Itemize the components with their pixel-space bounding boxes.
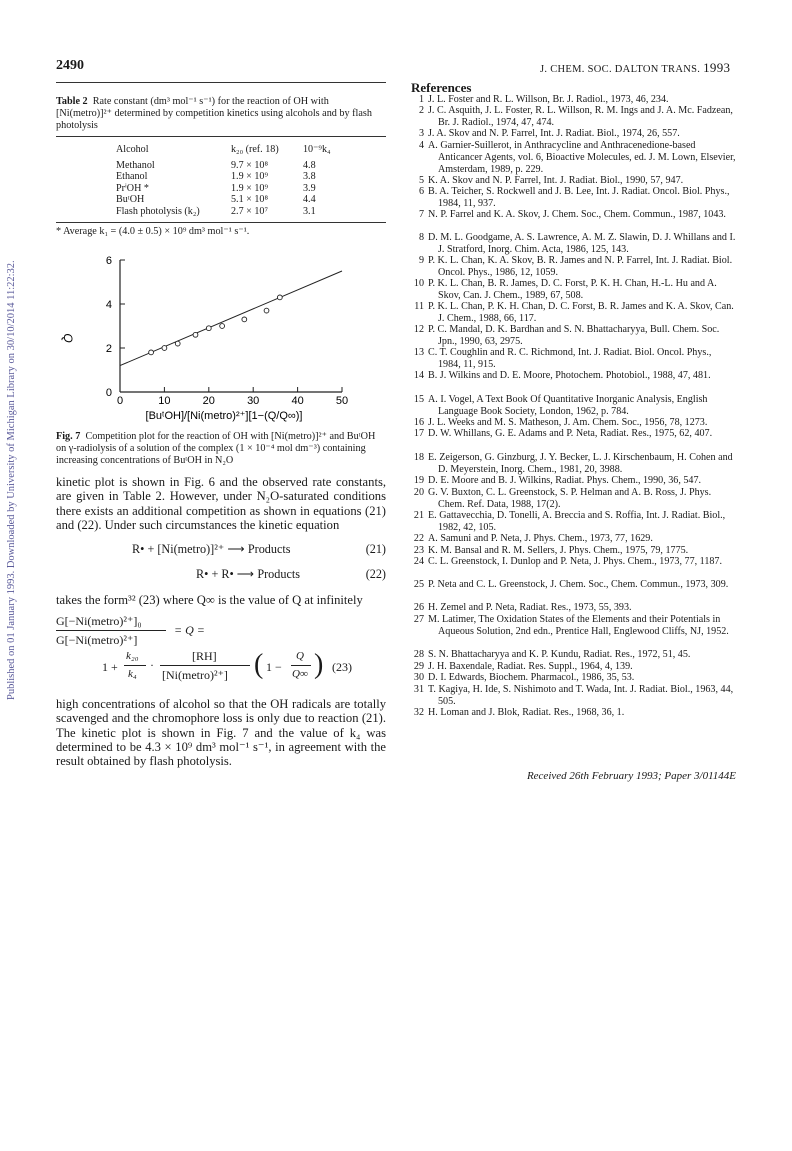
download-watermark [6,180,20,700]
reference-number: 28 [413,649,424,660]
table-cell: 4.8 [303,159,316,171]
reference-number: 30 [413,672,424,683]
table2-rule-top [56,136,386,137]
table2-footnote: * Average k₁ = (4.0 ± 0.5) × 10⁹ dm³ mol⁻¹ s⁻¹. [56,226,250,237]
eq23-ni: [Ni(metro)²⁺] [162,668,228,682]
table-row [116,206,331,218]
body-paragraph-3: high concentrations of alcohol so that the OH radicals are totally scavenged and the chromophore loss is only due to reaction (21). The kinetic plot is shown in Fig. 7 and the value of k₄ was determined to be 4.3 × 10⁹ dm³ mol⁻¹ s⁻¹, in agreement with the result obtained by flash photolysis. [56,697,386,769]
received-note: Received 26th February 1993; Paper 3/01144E [526,770,736,782]
reference-text: M. Latimer, The Oxidation States of the Elements and their Potentials in Aqueous Solution, 2nd edn., Prentice Hall, Englewood Cliffs, NJ, 1952. [428,614,729,637]
table-cell: 1.9 × 10⁹ [231,171,268,182]
journal-name: J. CHEM. SOC. DALTON TRANS. [540,64,701,75]
reference-number: 21 [413,510,424,521]
reference-text: S. N. Bhattacharyya and K. P. Kundu, Radiat. Res., 1972, 51, 45. [428,649,691,660]
reference-number: 31 [413,684,424,695]
reference-text: P. C. Mandal, D. K. Bardhan and S. N. Bhattacharyya, Bull. Chem. Soc. Jpn., 1990, 63, 2975. [428,324,720,347]
reference-number: 7 [418,209,424,220]
reference-number: 11 [414,301,424,312]
table-cell: 9.7 × 10⁸ [231,159,268,171]
reference-text: K. A. Skov and N. P. Farrel, Int. J. Radiat. Biol., 1990, 57, 947. [428,175,684,186]
data-point [264,308,269,313]
y-tick-label: 6 [105,255,112,267]
equation-22-text: R• + R• ⟶ Products [196,567,300,581]
reference-text: P. Neta and C. L. Greenstock, J. Chem. Soc., Chem. Commun., 1973, 309. [428,579,729,590]
reference-text: E. Gattavecchia, D. Tonelli, A. Breccia and S. Roffia, Int. J. Radiat. Biol., 1982, 42, 105. [428,510,726,533]
table-cell: 5.1 × 10⁸ [231,194,268,205]
table-row [116,194,331,206]
eq23-numerator: G[−Ni(metro)²⁺]₀ [56,614,142,628]
fig7-label: Fig. 7 [56,431,81,442]
eq23-qinf: Q∞ [292,668,308,680]
y-axis-label: Q [61,333,75,343]
reference-text: P. K. L. Chan, B. R. James, D. C. Forst, P. K. H. Chan, H.-L. Hu and A. Skov, Can. J. Chem., 1989, 67, 508. [428,278,717,301]
data-point [242,317,247,322]
reference-number: 22 [413,533,424,544]
eq23-equals-q: = Q = [174,623,205,637]
reference-number: 6 [418,186,424,197]
reference-number: 13 [413,347,424,358]
reference-number: 17 [413,428,424,439]
eq23-frac-bar-q [291,665,311,666]
table-header-cell: Alcohol [116,144,149,155]
table-header-cell: 10⁻⁹k₄ [303,144,331,155]
reference-text: D. W. Whillans, G. E. Adams and P. Neta, Radiat. Res., 1975, 62, 407. [428,428,713,439]
reference-text: J. A. Skov and N. P. Farrel, Int. J. Radiat. Biol., 1974, 26, 557. [428,128,680,139]
body-paragraph-1: kinetic plot is shown in Fig. 6 and the observed rate constants, are given in Table 2. However, under N₂O-saturated conditions there exists an additional competition as shown in equations (21) and (22). Under such circumstances the kinetic equation [56,475,386,532]
reference-text: A. Garnier-Suillerot, in Anthracycline and Anthracenedione-based Anticancer Agents, vol. 6, Bioactive Molecules, ed. J. M. Lown, Elsevier, Amsterdam, 1989, p. 229. [428,140,736,175]
download-watermark-text: Published on 01 January 1993. Downloaded by University of Michigan Library on 30/10/2014 11:22:32. [6,260,17,700]
table-cell: Methanol [116,159,155,171]
eq23-frac-bar-k [124,665,146,666]
table-cell: BuᵗOH [116,194,145,205]
data-point [162,346,167,351]
reference-number: 29 [413,661,424,672]
reference-text: C. T. Coughlin and R. C. Richmond, Int. J. Radiat. Biol. Oncol. Phys., 1984, 11, 915. [428,347,712,370]
table2-caption-text: Rate constant (dm³ mol⁻¹ s⁻¹) for the reaction of OH with [Ni(metro)]²⁺ determined by competition kinetics using alcohols and by flash photolysis [56,96,372,132]
eq23-right-paren: ) [314,649,324,680]
reference-text: P. K. L. Chan, P. K. H. Chan, D. C. Forst, B. R. James and K. A. Skov, Can. J. Chem., 1988, 66, 117. [428,301,734,324]
table-row [116,171,331,183]
reference-text: K. M. Bansal and R. M. Sellers, J. Phys. Chem., 1975, 79, 1775. [428,545,689,556]
table-cell: 2.7 × 10⁷ [231,205,268,217]
journal-year: 1993 [703,60,731,75]
reference-number: 23 [413,545,424,556]
table-cell: 4.4 [303,194,316,205]
table-cell: PrⁱOH * [116,182,149,194]
x-tick-label: 10 [158,395,171,407]
reference-number: 27 [413,614,424,625]
reference-number: 9 [418,255,424,266]
eq23-frac-bar-rh [160,665,250,666]
reference-text: D. E. Moore and B. J. Wilkins, Radiat. Phys. Chem., 1990, 36, 547. [428,475,702,486]
equation-21-text: R• + [Ni(metro)]²⁺ ⟶ Products [132,542,291,556]
reference-text: N. P. Farrel and K. A. Skov, J. Chem. Soc., Chem. Commun., 1987, 1043. [428,209,726,220]
table2-rule-bottom [56,222,386,223]
data-point [206,326,211,331]
reference-text: J. C. Asquith, J. L. Foster, R. L. Willson, R. M. Ings and J. A. Mc. Fadzean, Br. J. Radiol., 1974, 47, 474. [428,105,733,128]
y-tick-label: 2 [105,343,112,355]
data-point [149,350,154,355]
equation-22-number: (22) [365,567,386,581]
eq23-q: Q [296,650,304,662]
eq23-left-paren: ( [254,649,264,680]
reference-text: J. L. Weeks and M. S. Matheson, J. Am. Chem. Soc., 1956, 78, 1273. [428,417,708,428]
fig7-chart [56,252,386,424]
eq23-one-plus: 1 + [102,660,118,674]
reference-text: B. A. Teicher, S. Rockwell and J. B. Lee, Int. J. Radiat. Oncol. Biol. Phys., 1984, 11, 937. [428,186,730,209]
reference-number: 4 [418,140,424,151]
eq23-denominator: G[−Ni(metro)²⁺] [56,633,138,647]
y-tick-label: 4 [105,299,112,311]
table-row [116,183,331,195]
reference-number: 15 [413,394,424,405]
page-number: 2490 [56,58,84,73]
table2-label: Table 2 [56,96,88,107]
equation-23 [56,612,386,692]
reference-number: 20 [413,487,424,498]
reference-number: 14 [413,370,424,381]
data-point [220,324,225,329]
reference-text: G. V. Buxton, C. L. Greenstock, S. P. Helman and A. B. Ross, J. Phys. Chem. Ref. Data, 1988, 17(2). [428,487,712,510]
table2 [116,144,331,217]
reference-text: H. Loman and J. Blok, Radiat. Res., 1968, 36, 1. [428,707,625,718]
table-header-cell: k₂₀ (ref. 18) [231,144,279,155]
reference-text: A. Samuni and P. Neta, J. Phys. Chem., 1973, 77, 1629. [428,533,653,544]
references-heading: References [411,80,472,95]
table-cell: 3.8 [303,171,316,182]
reference-text: B. J. Wilkins and D. E. Moore, Photochem. Photobiol., 1988, 47, 481. [428,370,711,381]
x-tick-label: 40 [291,395,304,407]
eq23-k20: k₂₀ [126,650,139,662]
body-paragraph-2: takes the form³² (23) where Q∞ is the value of Q at infinitely [56,593,363,607]
data-point [193,332,198,337]
fig7-caption [56,431,386,468]
reference-number: 5 [418,175,424,186]
eq23-number: (23) [332,660,352,674]
reference-text: E. Zeigerson, G. Ginzburg, J. Y. Becker, L. J. Kirschenbaum, H. Cohen and D. Meyerstein, Inorg. Chem., 1981, 20, 3988. [428,452,733,475]
reference-number: 12 [413,324,424,335]
reference-number: 10 [413,278,424,289]
x-axis-label: [BuᵗOH]/[Ni(metro)²⁺][1−(Q/Q∞)] [145,410,303,422]
equation-21 [132,542,386,557]
reference-number: 8 [418,232,424,243]
table-row [116,160,331,172]
reference-text: D. M. L. Goodgame, A. S. Lawrence, A. M. Z. Slawin, D. J. Whillans and I. J. Stratford, Inorg. Chim. Acta, 1986, 125, 143. [428,232,736,255]
reference-text: D. I. Edwards, Biochem. Pharmacol., 1986, 35, 53. [428,672,635,683]
table-cell: 1.9 × 10⁹ [231,182,268,194]
x-tick-label: 30 [247,395,260,407]
eq23-fraction-bar [56,630,166,631]
reference-number: 32 [413,707,424,718]
table-header-row [116,144,331,156]
journal-header [540,60,730,76]
reference-text: P. K. L. Chan, K. A. Skov, B. R. James and N. P. Farrel, Int. J. Radiat. Biol. Oncol. Phys., 1986, 12, 1059. [428,255,733,278]
x-tick-label: 0 [116,395,124,407]
reference-text: C. L. Greenstock, I. Dunlop and P. Neta, J. Phys. Chem., 1973, 77, 1187. [428,556,723,567]
data-point [277,295,282,300]
table2-caption [56,96,386,133]
reference-number: 16 [413,417,424,428]
y-tick-label: 0 [105,387,112,399]
eq23-k4: k₄ [128,668,137,680]
reference-text: J. L. Foster and R. L. Willson, Br. J. Radiol., 1973, 46, 234. [428,94,669,105]
top-rule [56,82,386,83]
reference-number: 3 [418,128,424,139]
table-cell: 3.9 [303,182,316,194]
x-tick-label: 50 [335,395,349,407]
reference-text: H. Zemel and P. Neta, Radiat. Res., 1973, 55, 393. [428,602,632,613]
reference-number: 18 [413,452,424,463]
reference-text: J. H. Baxendale, Radiat. Res. Suppl., 1964, 4, 139. [428,661,633,672]
data-point [175,341,180,346]
eq23-one-minus: 1 − [266,660,282,674]
reference-number: 2 [418,105,424,116]
x-tick-label: 20 [202,395,215,407]
reference-number: 24 [413,556,424,567]
table-cell: Ethanol [116,171,148,182]
reference-number: 19 [413,475,424,486]
table-cell: 3.1 [303,205,316,217]
reference-number: 25 [413,579,424,590]
reference-text: A. I. Vogel, A Text Book Of Quantitative Inorganic Analysis, English Language Book Society, London, 1962, p. 784. [428,394,708,417]
equation-22 [196,567,386,582]
reference-number: 1 [418,94,424,105]
eq23-dot: · [150,658,154,672]
eq23-rh: [RH] [192,649,217,663]
table-cell: Flash photolysis (k₂) [116,205,200,217]
equation-21-number: (21) [365,542,386,556]
fig7-caption-text: Competition plot for the reaction of OH with [Ni(metro)]²⁺ and BuᵗOH on γ-radiolysis of a solution of the complex (1 × 10⁻⁴ mol dm⁻³) containing increasing concentrations of BuᵗOH in N₂O [56,431,376,467]
reference-number: 26 [413,602,424,613]
reference-text: T. Kagiya, H. Ide, S. Nishimoto and T. Wada, Int. J. Radiat. Biol., 1963, 44, 505. [428,684,734,707]
